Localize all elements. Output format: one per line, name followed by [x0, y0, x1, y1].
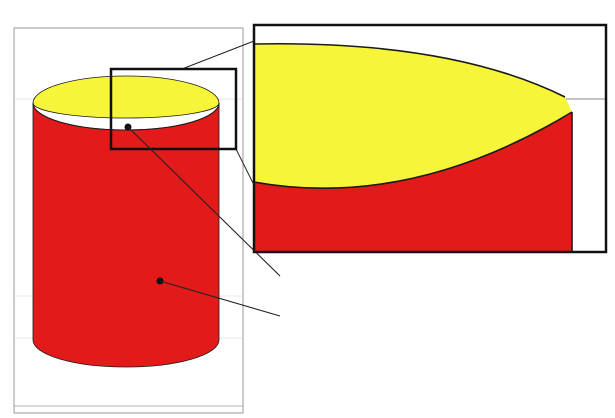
cylinder-outer-surface	[33, 103, 219, 367]
zoom-inset	[254, 25, 606, 252]
